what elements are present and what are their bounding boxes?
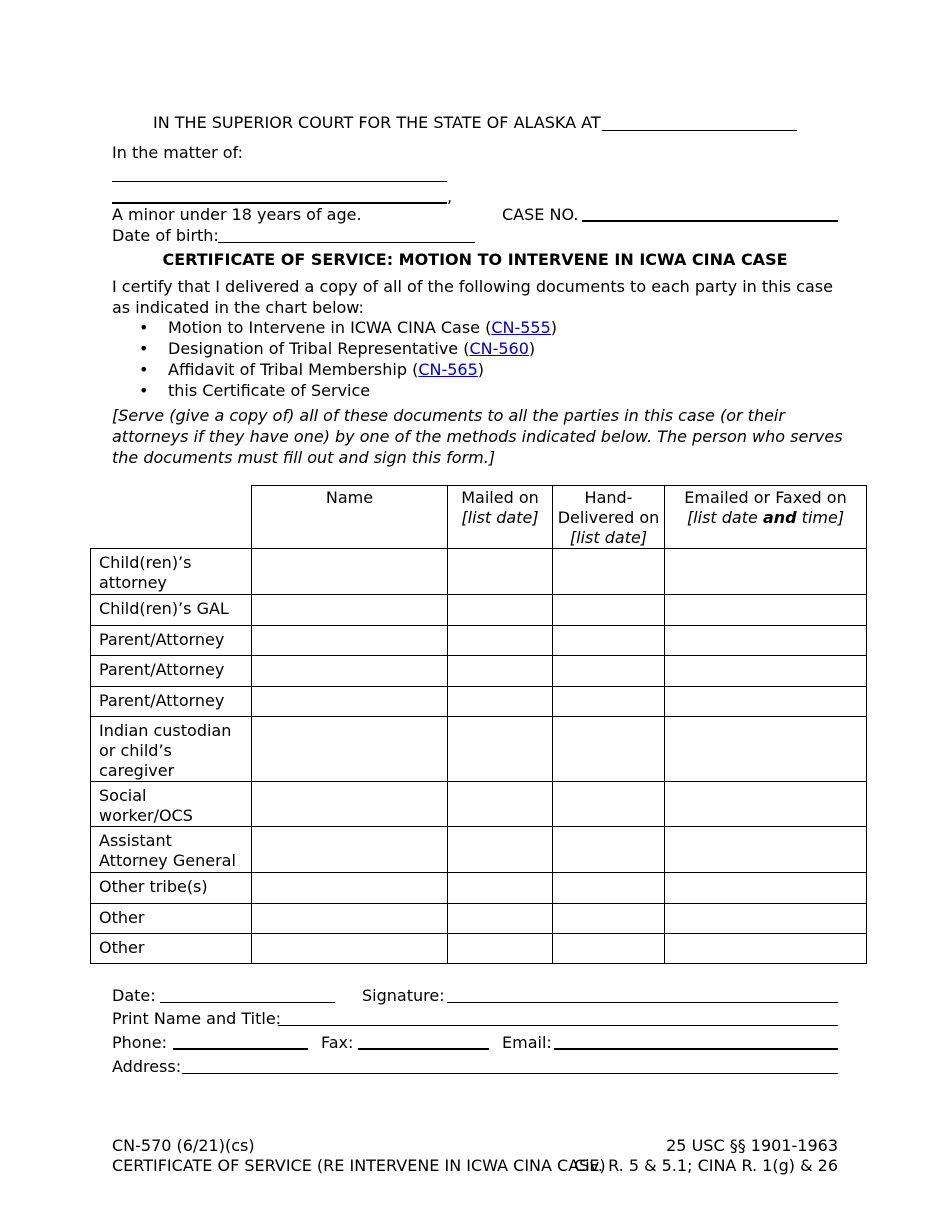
- email-field[interactable]: [554, 1048, 838, 1050]
- mailed-cell[interactable]: [448, 595, 553, 626]
- certify-text: I certify that I delivered a copy of all of the following documents to each party in this case as indicated in the chart below:: [112, 277, 833, 317]
- table-row: [91, 717, 867, 782]
- name-cell[interactable]: [252, 904, 448, 934]
- hand-delivered-cell[interactable]: [553, 717, 665, 782]
- document-item: • Motion to Intervene in ICWA CINA Case (CN-555): [112, 317, 557, 338]
- name-cell[interactable]: [252, 782, 448, 827]
- name-cell[interactable]: [252, 656, 448, 687]
- emailed-cell[interactable]: [665, 782, 867, 827]
- table-row: [91, 626, 867, 656]
- document-title: CERTIFICATE OF SERVICE: MOTION TO INTERVENE IN ICWA CINA CASE: [162, 250, 788, 269]
- mailed-cell[interactable]: [448, 827, 553, 873]
- party-label: Other tribe(s): [91, 873, 252, 904]
- mailed-cell[interactable]: [448, 656, 553, 687]
- date-field[interactable]: [160, 1002, 335, 1003]
- print-name-label: Print Name and Title:: [112, 1009, 282, 1028]
- emailed-cell[interactable]: [665, 656, 867, 687]
- hand-delivered-cell[interactable]: [553, 782, 665, 827]
- party-label: Other: [91, 904, 252, 934]
- hand-delivered-cell[interactable]: [553, 549, 665, 595]
- mailed-cell[interactable]: [448, 782, 553, 827]
- mailed-cell[interactable]: [448, 626, 553, 656]
- name-cell[interactable]: [252, 549, 448, 595]
- table-row: [91, 782, 867, 827]
- table-row: [91, 656, 867, 687]
- hand-delivered-cell[interactable]: [553, 873, 665, 904]
- table-row: [91, 687, 867, 717]
- table-row: [91, 549, 867, 595]
- emailed-cell[interactable]: [665, 717, 867, 782]
- cn-555-link[interactable]: CN-555: [491, 318, 551, 337]
- emailed-cell[interactable]: [665, 626, 867, 656]
- form-number: CN-570 (6/21)(cs): [112, 1136, 255, 1155]
- hand-delivered-cell[interactable]: [553, 595, 665, 626]
- table-row: [91, 873, 867, 904]
- party-label: Parent/Attorney: [91, 656, 252, 687]
- hand-delivered-cell[interactable]: [553, 626, 665, 656]
- rules-reference: Civ. R. 5 & 5.1; CINA R. 1(g) & 26: [574, 1156, 838, 1175]
- dob-field[interactable]: [218, 242, 475, 243]
- party-label: Child(ren)’s GAL: [91, 595, 252, 626]
- emailed-cell[interactable]: [665, 873, 867, 904]
- mailed-cell[interactable]: [448, 549, 553, 595]
- name-cell[interactable]: [252, 827, 448, 873]
- document-item: • Affidavit of Tribal Membership (CN-565): [112, 359, 557, 380]
- name-comma: ,: [447, 187, 453, 206]
- fax-label: Fax:: [321, 1033, 354, 1052]
- phone-label: Phone:: [112, 1033, 167, 1052]
- email-label: Email:: [502, 1033, 552, 1052]
- service-table: [90, 485, 867, 964]
- table-row: [91, 827, 867, 873]
- name-cell[interactable]: [252, 934, 448, 964]
- phone-field[interactable]: [173, 1048, 308, 1050]
- emailed-cell[interactable]: [665, 595, 867, 626]
- fax-field[interactable]: [358, 1048, 489, 1050]
- address-field[interactable]: [182, 1073, 838, 1074]
- hand-delivered-cell[interactable]: [553, 934, 665, 964]
- emailed-cell[interactable]: [665, 827, 867, 873]
- documents-list: [112, 317, 557, 401]
- party-label: Parent/Attorney: [91, 626, 252, 656]
- hand-delivered-cell[interactable]: [553, 904, 665, 934]
- name-header: Name: [252, 486, 448, 549]
- hand-delivered-cell[interactable]: [553, 687, 665, 717]
- hand-delivered-cell[interactable]: [553, 827, 665, 873]
- name-cell[interactable]: [252, 687, 448, 717]
- name-cell[interactable]: [252, 595, 448, 626]
- emailed-cell[interactable]: [665, 549, 867, 595]
- form-title: CERTIFICATE OF SERVICE (RE INTERVENE IN ICWA CINA CASE): [112, 1156, 606, 1175]
- court-location-field[interactable]: [602, 130, 797, 131]
- emailed-cell[interactable]: [665, 687, 867, 717]
- party-label: Other: [91, 934, 252, 964]
- table-header-row: [91, 486, 867, 549]
- service-instructions: [Serve (give a copy of) all of these documents to all the parties in this case (or their attorneys if they have one) by one of the methods indicated below. The person who serves the documents must fill out and sign this form.]: [112, 406, 843, 467]
- case-no-label: CASE NO.: [502, 205, 579, 224]
- matter-label: In the matter of:: [112, 143, 243, 162]
- party-label: Indian custodian or child’s caregiver: [91, 717, 252, 782]
- signature-field[interactable]: [447, 1002, 838, 1003]
- document-item: • this Certificate of Service: [112, 380, 557, 401]
- child-name-field-2[interactable]: [112, 202, 447, 204]
- party-label: Child(ren)’s attorney: [91, 549, 252, 595]
- court-title: IN THE SUPERIOR COURT FOR THE STATE OF ALASKA AT: [153, 113, 601, 132]
- signature-label: Signature:: [362, 986, 445, 1005]
- party-label: Social worker/OCS: [91, 782, 252, 827]
- minor-text: A minor under 18 years of age.: [112, 205, 362, 224]
- print-name-field[interactable]: [278, 1025, 838, 1026]
- hand-delivered-header: Hand- Delivered on [list date]: [553, 486, 665, 549]
- emailed-cell[interactable]: [665, 904, 867, 934]
- blank-header: [91, 486, 252, 549]
- emailed-cell[interactable]: [665, 934, 867, 964]
- table-row: [91, 904, 867, 934]
- document-item: • Designation of Tribal Representative (CN-560): [112, 338, 557, 359]
- statute-reference: 25 USC §§ 1901-1963: [666, 1136, 838, 1155]
- mailed-header: Mailed on [list date]: [448, 486, 553, 549]
- case-no-field[interactable]: [582, 220, 838, 222]
- date-label: Date:: [112, 986, 156, 1005]
- cn-565-link[interactable]: CN-565: [418, 360, 478, 379]
- mailed-cell[interactable]: [448, 717, 553, 782]
- name-cell[interactable]: [252, 717, 448, 782]
- emailed-faxed-header: Emailed or Faxed on [list date and time]: [665, 486, 867, 549]
- party-label: Assistant Attorney General: [91, 827, 252, 873]
- dob-label: Date of birth:: [112, 226, 219, 245]
- hand-delivered-cell[interactable]: [553, 656, 665, 687]
- child-name-field-1[interactable]: [112, 181, 447, 182]
- mailed-cell[interactable]: [448, 873, 553, 904]
- mailed-cell[interactable]: [448, 934, 553, 964]
- table-row: [91, 595, 867, 626]
- name-cell[interactable]: [252, 873, 448, 904]
- table-row: [91, 934, 867, 964]
- name-cell[interactable]: [252, 626, 448, 656]
- mailed-cell[interactable]: [448, 687, 553, 717]
- cn-560-link[interactable]: CN-560: [469, 339, 529, 358]
- address-label: Address:: [112, 1057, 182, 1076]
- mailed-cell[interactable]: [448, 904, 553, 934]
- party-label: Parent/Attorney: [91, 687, 252, 717]
